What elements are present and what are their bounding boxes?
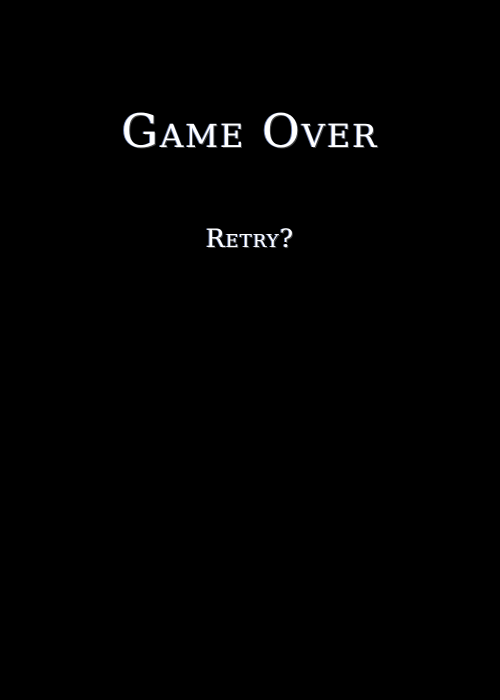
game-over-title: Game Over [121,104,379,158]
retry-button[interactable]: Retry? [205,224,295,253]
